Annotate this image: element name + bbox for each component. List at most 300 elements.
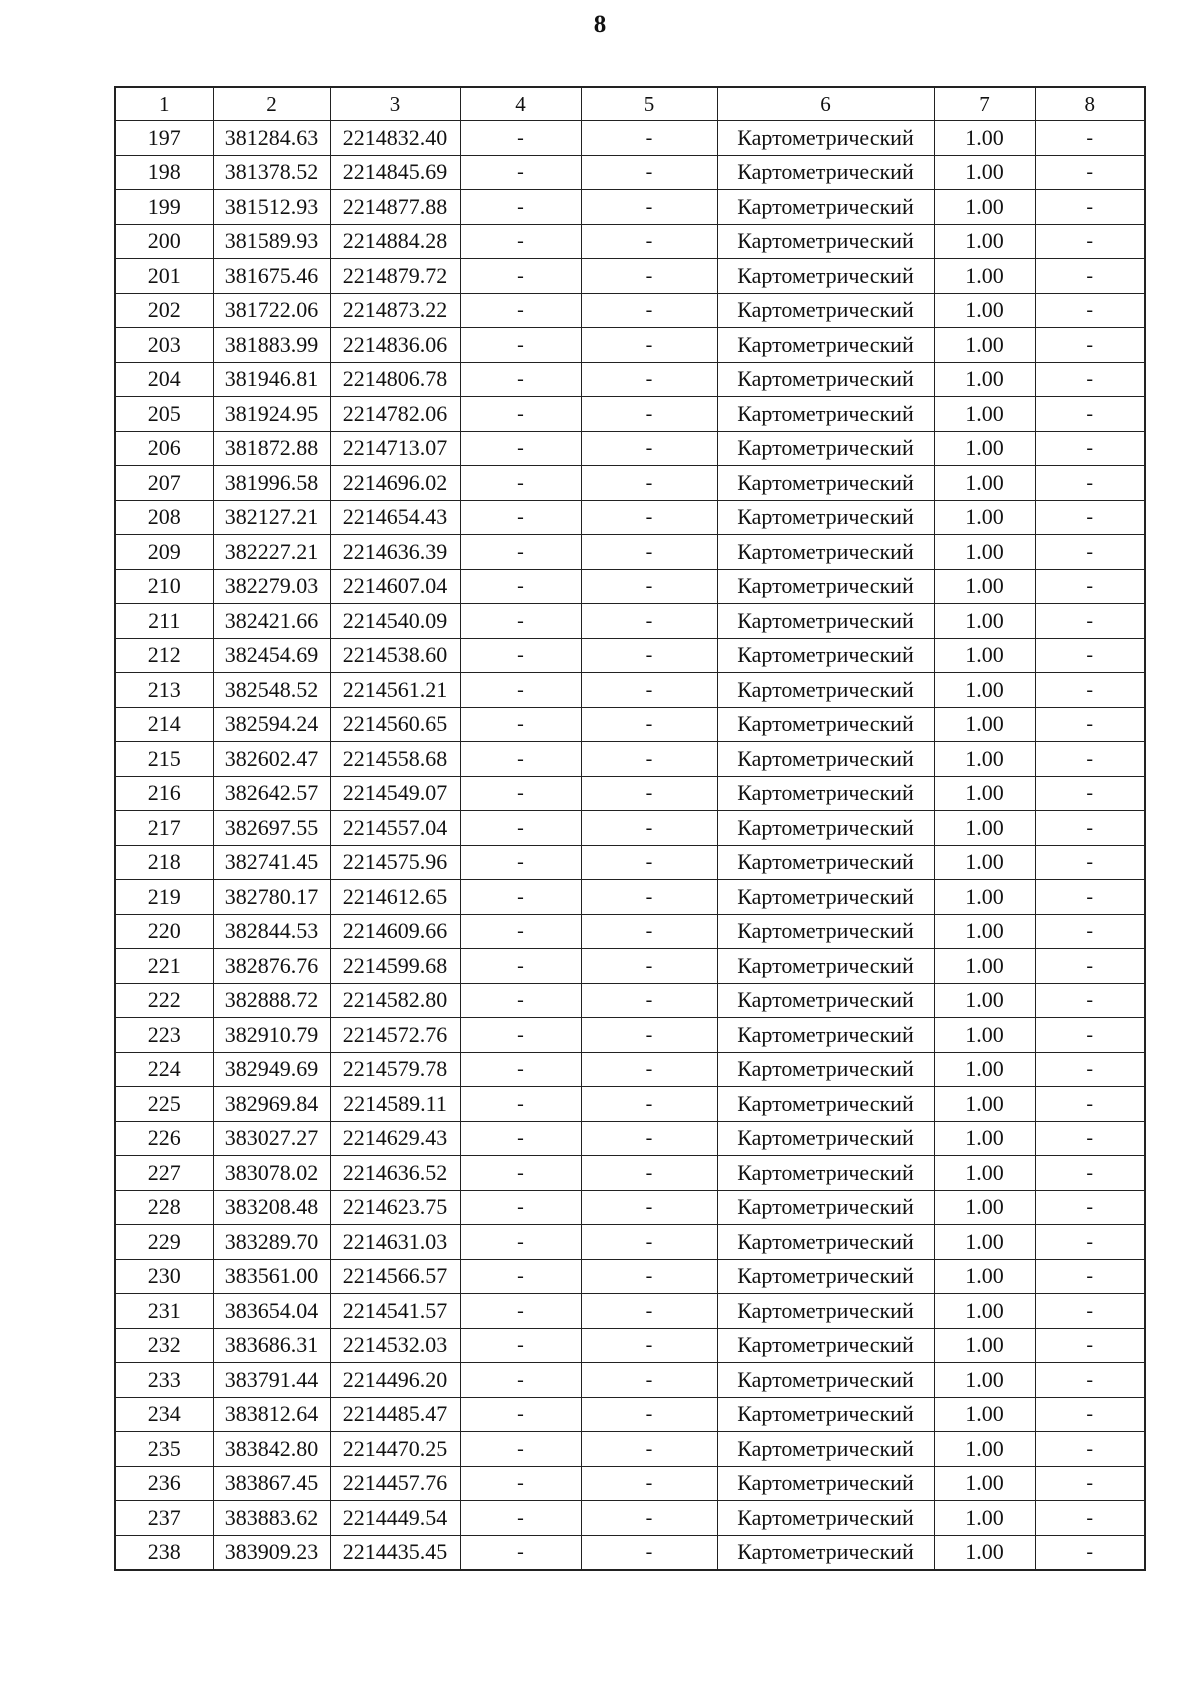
point-number-cell: 228 bbox=[115, 1190, 213, 1225]
x-coordinate-cell: 382421.66 bbox=[213, 604, 330, 639]
x-coordinate-cell: 382227.21 bbox=[213, 535, 330, 570]
point-number-cell: 201 bbox=[115, 259, 213, 294]
column-4-cell: - bbox=[460, 293, 581, 328]
table-row bbox=[115, 224, 1145, 259]
column-5-cell: - bbox=[581, 742, 717, 777]
accuracy-cell: 1.00 bbox=[934, 1397, 1035, 1432]
column-8-cell: - bbox=[1035, 880, 1145, 915]
point-number-cell: 202 bbox=[115, 293, 213, 328]
accuracy-cell: 1.00 bbox=[934, 776, 1035, 811]
accuracy-cell: 1.00 bbox=[934, 673, 1035, 708]
table-row bbox=[115, 1501, 1145, 1536]
method-cell: Картометрический bbox=[717, 155, 934, 190]
column-4-cell: - bbox=[460, 673, 581, 708]
column-4-cell: - bbox=[460, 1535, 581, 1570]
column-5-cell: - bbox=[581, 1432, 717, 1467]
x-coordinate-cell: 382910.79 bbox=[213, 1018, 330, 1053]
column-4-cell: - bbox=[460, 259, 581, 294]
accuracy-cell: 1.00 bbox=[934, 1535, 1035, 1570]
accuracy-cell: 1.00 bbox=[934, 1259, 1035, 1294]
y-coordinate-cell: 2214457.76 bbox=[330, 1466, 460, 1501]
y-coordinate-cell: 2214558.68 bbox=[330, 742, 460, 777]
y-coordinate-cell: 2214836.06 bbox=[330, 328, 460, 363]
point-number-cell: 209 bbox=[115, 535, 213, 570]
method-cell: Картометрический bbox=[717, 811, 934, 846]
accuracy-cell: 1.00 bbox=[934, 1052, 1035, 1087]
accuracy-cell: 1.00 bbox=[934, 949, 1035, 984]
column-4-cell: - bbox=[460, 914, 581, 949]
column-4-cell: - bbox=[460, 190, 581, 225]
column-8-cell: - bbox=[1035, 1190, 1145, 1225]
x-coordinate-cell: 382602.47 bbox=[213, 742, 330, 777]
y-coordinate-cell: 2214582.80 bbox=[330, 983, 460, 1018]
column-4-cell: - bbox=[460, 535, 581, 570]
x-coordinate-cell: 383812.64 bbox=[213, 1397, 330, 1432]
point-number-cell: 200 bbox=[115, 224, 213, 259]
x-coordinate-cell: 381946.81 bbox=[213, 362, 330, 397]
x-coordinate-cell: 383208.48 bbox=[213, 1190, 330, 1225]
table-row bbox=[115, 1328, 1145, 1363]
point-number-cell: 208 bbox=[115, 500, 213, 535]
column-4-cell: - bbox=[460, 1328, 581, 1363]
column-5-cell: - bbox=[581, 1225, 717, 1260]
method-cell: Картометрический bbox=[717, 1259, 934, 1294]
x-coordinate-cell: 382279.03 bbox=[213, 569, 330, 604]
point-number-cell: 229 bbox=[115, 1225, 213, 1260]
table-row bbox=[115, 983, 1145, 1018]
table-row bbox=[115, 1294, 1145, 1329]
table-row bbox=[115, 845, 1145, 880]
column-5-cell: - bbox=[581, 1466, 717, 1501]
method-cell: Картометрический bbox=[717, 431, 934, 466]
method-cell: Картометрический bbox=[717, 190, 934, 225]
column-8-cell: - bbox=[1035, 121, 1145, 156]
y-coordinate-cell: 2214612.65 bbox=[330, 880, 460, 915]
y-coordinate-cell: 2214549.07 bbox=[330, 776, 460, 811]
x-coordinate-cell: 382741.45 bbox=[213, 845, 330, 880]
method-cell: Картометрический bbox=[717, 259, 934, 294]
method-cell: Картометрический bbox=[717, 1294, 934, 1329]
column-4-cell: - bbox=[460, 1397, 581, 1432]
column-8-cell: - bbox=[1035, 673, 1145, 708]
accuracy-cell: 1.00 bbox=[934, 190, 1035, 225]
x-coordinate-cell: 382780.17 bbox=[213, 880, 330, 915]
column-4-cell: - bbox=[460, 1052, 581, 1087]
accuracy-cell: 1.00 bbox=[934, 362, 1035, 397]
accuracy-cell: 1.00 bbox=[934, 1294, 1035, 1329]
column-8-cell: - bbox=[1035, 466, 1145, 501]
y-coordinate-cell: 2214599.68 bbox=[330, 949, 460, 984]
column-5-cell: - bbox=[581, 914, 717, 949]
point-number-cell: 212 bbox=[115, 638, 213, 673]
method-cell: Картометрический bbox=[717, 949, 934, 984]
table-row bbox=[115, 293, 1145, 328]
y-coordinate-cell: 2214538.60 bbox=[330, 638, 460, 673]
y-coordinate-cell: 2214540.09 bbox=[330, 604, 460, 639]
table-row bbox=[115, 1259, 1145, 1294]
column-5-cell: - bbox=[581, 707, 717, 742]
column-8-cell: - bbox=[1035, 293, 1145, 328]
y-coordinate-cell: 2214435.45 bbox=[330, 1535, 460, 1570]
accuracy-cell: 1.00 bbox=[934, 1501, 1035, 1536]
point-number-cell: 211 bbox=[115, 604, 213, 639]
column-8-cell: - bbox=[1035, 845, 1145, 880]
column-4-cell: - bbox=[460, 742, 581, 777]
column-5-cell: - bbox=[581, 328, 717, 363]
x-coordinate-cell: 381512.93 bbox=[213, 190, 330, 225]
table-row bbox=[115, 742, 1145, 777]
column-header: 5 bbox=[581, 87, 717, 121]
method-cell: Картометрический bbox=[717, 1535, 934, 1570]
column-4-cell: - bbox=[460, 604, 581, 639]
accuracy-cell: 1.00 bbox=[934, 1190, 1035, 1225]
accuracy-cell: 1.00 bbox=[934, 569, 1035, 604]
method-cell: Картометрический bbox=[717, 604, 934, 639]
method-cell: Картометрический bbox=[717, 1018, 934, 1053]
x-coordinate-cell: 382127.21 bbox=[213, 500, 330, 535]
table-row bbox=[115, 1397, 1145, 1432]
column-header: 7 bbox=[934, 87, 1035, 121]
accuracy-cell: 1.00 bbox=[934, 811, 1035, 846]
method-cell: Картометрический bbox=[717, 1501, 934, 1536]
column-4-cell: - bbox=[460, 1121, 581, 1156]
method-cell: Картометрический bbox=[717, 1363, 934, 1398]
column-8-cell: - bbox=[1035, 1052, 1145, 1087]
accuracy-cell: 1.00 bbox=[934, 466, 1035, 501]
table-row bbox=[115, 707, 1145, 742]
accuracy-cell: 1.00 bbox=[934, 638, 1035, 673]
y-coordinate-cell: 2214631.03 bbox=[330, 1225, 460, 1260]
column-4-cell: - bbox=[460, 1363, 581, 1398]
x-coordinate-cell: 383909.23 bbox=[213, 1535, 330, 1570]
point-number-cell: 233 bbox=[115, 1363, 213, 1398]
column-5-cell: - bbox=[581, 155, 717, 190]
column-8-cell: - bbox=[1035, 1535, 1145, 1570]
accuracy-cell: 1.00 bbox=[934, 742, 1035, 777]
accuracy-cell: 1.00 bbox=[934, 328, 1035, 363]
x-coordinate-cell: 381284.63 bbox=[213, 121, 330, 156]
x-coordinate-cell: 383289.70 bbox=[213, 1225, 330, 1260]
table-row bbox=[115, 466, 1145, 501]
column-header: 3 bbox=[330, 87, 460, 121]
accuracy-cell: 1.00 bbox=[934, 845, 1035, 880]
column-8-cell: - bbox=[1035, 1432, 1145, 1467]
accuracy-cell: 1.00 bbox=[934, 259, 1035, 294]
y-coordinate-cell: 2214845.69 bbox=[330, 155, 460, 190]
x-coordinate-cell: 382594.24 bbox=[213, 707, 330, 742]
table-row bbox=[115, 1156, 1145, 1191]
column-4-cell: - bbox=[460, 500, 581, 535]
point-number-cell: 203 bbox=[115, 328, 213, 363]
x-coordinate-cell: 382969.84 bbox=[213, 1087, 330, 1122]
table-row bbox=[115, 1190, 1145, 1225]
column-5-cell: - bbox=[581, 1052, 717, 1087]
column-5-cell: - bbox=[581, 845, 717, 880]
point-number-cell: 227 bbox=[115, 1156, 213, 1191]
column-header: 1 bbox=[115, 87, 213, 121]
column-8-cell: - bbox=[1035, 155, 1145, 190]
y-coordinate-cell: 2214832.40 bbox=[330, 121, 460, 156]
accuracy-cell: 1.00 bbox=[934, 1328, 1035, 1363]
y-coordinate-cell: 2214561.21 bbox=[330, 673, 460, 708]
point-number-cell: 217 bbox=[115, 811, 213, 846]
column-4-cell: - bbox=[460, 224, 581, 259]
column-8-cell: - bbox=[1035, 1225, 1145, 1260]
table-row bbox=[115, 155, 1145, 190]
accuracy-cell: 1.00 bbox=[934, 707, 1035, 742]
column-5-cell: - bbox=[581, 880, 717, 915]
point-number-cell: 226 bbox=[115, 1121, 213, 1156]
table-row bbox=[115, 500, 1145, 535]
column-8-cell: - bbox=[1035, 638, 1145, 673]
column-8-cell: - bbox=[1035, 742, 1145, 777]
column-5-cell: - bbox=[581, 362, 717, 397]
x-coordinate-cell: 383027.27 bbox=[213, 1121, 330, 1156]
accuracy-cell: 1.00 bbox=[934, 155, 1035, 190]
point-number-cell: 238 bbox=[115, 1535, 213, 1570]
x-coordinate-cell: 383561.00 bbox=[213, 1259, 330, 1294]
method-cell: Картометрический bbox=[717, 914, 934, 949]
y-coordinate-cell: 2214589.11 bbox=[330, 1087, 460, 1122]
x-coordinate-cell: 381378.52 bbox=[213, 155, 330, 190]
accuracy-cell: 1.00 bbox=[934, 500, 1035, 535]
column-8-cell: - bbox=[1035, 1156, 1145, 1191]
column-4-cell: - bbox=[460, 121, 581, 156]
column-5-cell: - bbox=[581, 604, 717, 639]
method-cell: Картометрический bbox=[717, 1156, 934, 1191]
column-4-cell: - bbox=[460, 362, 581, 397]
column-4-cell: - bbox=[460, 397, 581, 432]
method-cell: Картометрический bbox=[717, 742, 934, 777]
table-row bbox=[115, 328, 1145, 363]
method-cell: Картометрический bbox=[717, 1466, 934, 1501]
method-cell: Картометрический bbox=[717, 1328, 934, 1363]
column-5-cell: - bbox=[581, 397, 717, 432]
accuracy-cell: 1.00 bbox=[934, 1121, 1035, 1156]
point-number-cell: 204 bbox=[115, 362, 213, 397]
x-coordinate-cell: 382548.52 bbox=[213, 673, 330, 708]
method-cell: Картометрический bbox=[717, 1121, 934, 1156]
table-row bbox=[115, 1018, 1145, 1053]
column-5-cell: - bbox=[581, 259, 717, 294]
table-row bbox=[115, 604, 1145, 639]
x-coordinate-cell: 382697.55 bbox=[213, 811, 330, 846]
accuracy-cell: 1.00 bbox=[934, 397, 1035, 432]
method-cell: Картометрический bbox=[717, 328, 934, 363]
point-number-cell: 213 bbox=[115, 673, 213, 708]
point-number-cell: 219 bbox=[115, 880, 213, 915]
column-4-cell: - bbox=[460, 431, 581, 466]
column-4-cell: - bbox=[460, 1156, 581, 1191]
column-8-cell: - bbox=[1035, 1363, 1145, 1398]
accuracy-cell: 1.00 bbox=[934, 535, 1035, 570]
column-header: 8 bbox=[1035, 87, 1145, 121]
column-8-cell: - bbox=[1035, 811, 1145, 846]
point-number-cell: 230 bbox=[115, 1259, 213, 1294]
column-8-cell: - bbox=[1035, 1121, 1145, 1156]
column-5-cell: - bbox=[581, 431, 717, 466]
point-number-cell: 232 bbox=[115, 1328, 213, 1363]
point-number-cell: 221 bbox=[115, 949, 213, 984]
point-number-cell: 216 bbox=[115, 776, 213, 811]
column-4-cell: - bbox=[460, 880, 581, 915]
y-coordinate-cell: 2214496.20 bbox=[330, 1363, 460, 1398]
column-8-cell: - bbox=[1035, 1018, 1145, 1053]
table-row bbox=[115, 121, 1145, 156]
point-number-cell: 205 bbox=[115, 397, 213, 432]
column-8-cell: - bbox=[1035, 914, 1145, 949]
method-cell: Картометрический bbox=[717, 845, 934, 880]
x-coordinate-cell: 383883.62 bbox=[213, 1501, 330, 1536]
x-coordinate-cell: 382454.69 bbox=[213, 638, 330, 673]
y-coordinate-cell: 2214884.28 bbox=[330, 224, 460, 259]
column-8-cell: - bbox=[1035, 328, 1145, 363]
column-8-cell: - bbox=[1035, 431, 1145, 466]
column-4-cell: - bbox=[460, 811, 581, 846]
column-8-cell: - bbox=[1035, 190, 1145, 225]
accuracy-cell: 1.00 bbox=[934, 1466, 1035, 1501]
point-number-cell: 199 bbox=[115, 190, 213, 225]
column-4-cell: - bbox=[460, 569, 581, 604]
accuracy-cell: 1.00 bbox=[934, 1156, 1035, 1191]
accuracy-cell: 1.00 bbox=[934, 1018, 1035, 1053]
y-coordinate-cell: 2214532.03 bbox=[330, 1328, 460, 1363]
x-coordinate-cell: 383654.04 bbox=[213, 1294, 330, 1329]
x-coordinate-cell: 381924.95 bbox=[213, 397, 330, 432]
y-coordinate-cell: 2214696.02 bbox=[330, 466, 460, 501]
column-5-cell: - bbox=[581, 1087, 717, 1122]
method-cell: Картометрический bbox=[717, 776, 934, 811]
accuracy-cell: 1.00 bbox=[934, 121, 1035, 156]
column-5-cell: - bbox=[581, 949, 717, 984]
column-8-cell: - bbox=[1035, 224, 1145, 259]
table-row bbox=[115, 259, 1145, 294]
column-4-cell: - bbox=[460, 1190, 581, 1225]
column-4-cell: - bbox=[460, 1432, 581, 1467]
table-row bbox=[115, 638, 1145, 673]
column-5-cell: - bbox=[581, 293, 717, 328]
point-number-cell: 215 bbox=[115, 742, 213, 777]
column-8-cell: - bbox=[1035, 362, 1145, 397]
method-cell: Картометрический bbox=[717, 673, 934, 708]
method-cell: Картометрический bbox=[717, 1432, 934, 1467]
column-8-cell: - bbox=[1035, 1087, 1145, 1122]
column-8-cell: - bbox=[1035, 1328, 1145, 1363]
accuracy-cell: 1.00 bbox=[934, 224, 1035, 259]
point-number-cell: 198 bbox=[115, 155, 213, 190]
column-4-cell: - bbox=[460, 1466, 581, 1501]
column-5-cell: - bbox=[581, 1397, 717, 1432]
y-coordinate-cell: 2214623.75 bbox=[330, 1190, 460, 1225]
x-coordinate-cell: 382949.69 bbox=[213, 1052, 330, 1087]
x-coordinate-cell: 381872.88 bbox=[213, 431, 330, 466]
x-coordinate-cell: 383686.31 bbox=[213, 1328, 330, 1363]
x-coordinate-cell: 381675.46 bbox=[213, 259, 330, 294]
accuracy-cell: 1.00 bbox=[934, 604, 1035, 639]
y-coordinate-cell: 2214654.43 bbox=[330, 500, 460, 535]
column-5-cell: - bbox=[581, 121, 717, 156]
method-cell: Картометрический bbox=[717, 466, 934, 501]
column-4-cell: - bbox=[460, 1259, 581, 1294]
y-coordinate-cell: 2214449.54 bbox=[330, 1501, 460, 1536]
x-coordinate-cell: 383867.45 bbox=[213, 1466, 330, 1501]
method-cell: Картометрический bbox=[717, 535, 934, 570]
column-5-cell: - bbox=[581, 569, 717, 604]
x-coordinate-cell: 381883.99 bbox=[213, 328, 330, 363]
column-8-cell: - bbox=[1035, 776, 1145, 811]
column-4-cell: - bbox=[460, 776, 581, 811]
table-row bbox=[115, 190, 1145, 225]
column-8-cell: - bbox=[1035, 1294, 1145, 1329]
accuracy-cell: 1.00 bbox=[934, 293, 1035, 328]
coordinates-table bbox=[114, 86, 1146, 1571]
column-4-cell: - bbox=[460, 328, 581, 363]
column-4-cell: - bbox=[460, 1225, 581, 1260]
table-row bbox=[115, 1363, 1145, 1398]
column-4-cell: - bbox=[460, 707, 581, 742]
method-cell: Картометрический bbox=[717, 569, 934, 604]
y-coordinate-cell: 2214575.96 bbox=[330, 845, 460, 880]
table-row bbox=[115, 776, 1145, 811]
page-number: 8 bbox=[593, 11, 607, 38]
column-4-cell: - bbox=[460, 949, 581, 984]
table-row bbox=[115, 569, 1145, 604]
column-header: 2 bbox=[213, 87, 330, 121]
column-5-cell: - bbox=[581, 673, 717, 708]
method-cell: Картометрический bbox=[717, 1225, 934, 1260]
table-header-row bbox=[115, 87, 1145, 121]
table-row bbox=[115, 362, 1145, 397]
x-coordinate-cell: 383842.80 bbox=[213, 1432, 330, 1467]
column-4-cell: - bbox=[460, 1087, 581, 1122]
point-number-cell: 234 bbox=[115, 1397, 213, 1432]
table-row bbox=[115, 1466, 1145, 1501]
column-5-cell: - bbox=[581, 1501, 717, 1536]
column-5-cell: - bbox=[581, 1328, 717, 1363]
y-coordinate-cell: 2214629.43 bbox=[330, 1121, 460, 1156]
point-number-cell: 218 bbox=[115, 845, 213, 880]
column-5-cell: - bbox=[581, 1259, 717, 1294]
accuracy-cell: 1.00 bbox=[934, 1225, 1035, 1260]
y-coordinate-cell: 2214607.04 bbox=[330, 569, 460, 604]
point-number-cell: 207 bbox=[115, 466, 213, 501]
column-8-cell: - bbox=[1035, 1466, 1145, 1501]
method-cell: Картометрический bbox=[717, 293, 934, 328]
y-coordinate-cell: 2214713.07 bbox=[330, 431, 460, 466]
column-5-cell: - bbox=[581, 1121, 717, 1156]
x-coordinate-cell: 381722.06 bbox=[213, 293, 330, 328]
column-8-cell: - bbox=[1035, 983, 1145, 1018]
y-coordinate-cell: 2214572.76 bbox=[330, 1018, 460, 1053]
column-4-cell: - bbox=[460, 845, 581, 880]
y-coordinate-cell: 2214609.66 bbox=[330, 914, 460, 949]
method-cell: Картометрический bbox=[717, 121, 934, 156]
point-number-cell: 224 bbox=[115, 1052, 213, 1087]
accuracy-cell: 1.00 bbox=[934, 1432, 1035, 1467]
column-5-cell: - bbox=[581, 224, 717, 259]
column-4-cell: - bbox=[460, 1018, 581, 1053]
column-4-cell: - bbox=[460, 638, 581, 673]
x-coordinate-cell: 382642.57 bbox=[213, 776, 330, 811]
column-8-cell: - bbox=[1035, 535, 1145, 570]
y-coordinate-cell: 2214541.57 bbox=[330, 1294, 460, 1329]
method-cell: Картометрический bbox=[717, 707, 934, 742]
table-row bbox=[115, 431, 1145, 466]
table-row bbox=[115, 397, 1145, 432]
table-row bbox=[115, 880, 1145, 915]
point-number-cell: 235 bbox=[115, 1432, 213, 1467]
table-row bbox=[115, 811, 1145, 846]
